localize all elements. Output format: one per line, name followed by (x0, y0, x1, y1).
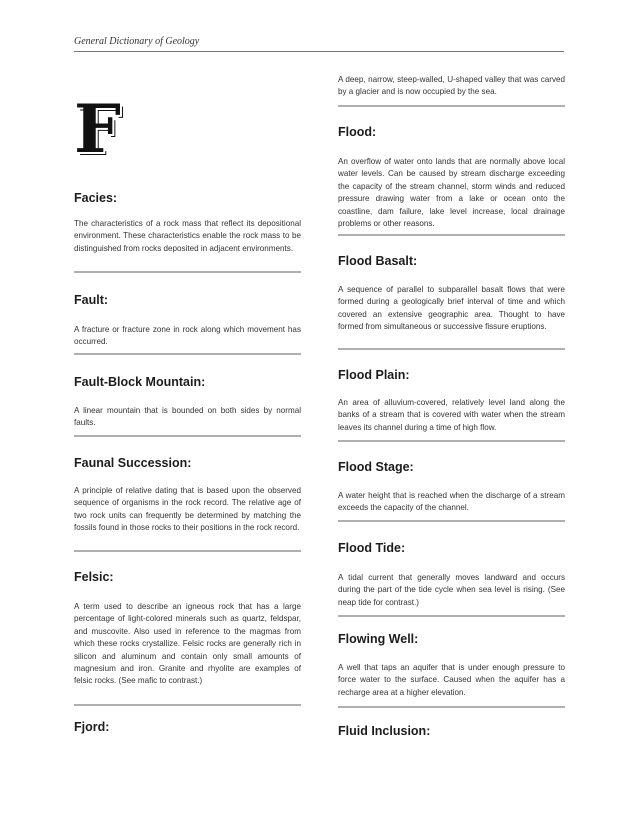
entry-divider (338, 706, 565, 708)
definition-flood-basalt: A sequence of parallel to subparallel basalt flows that were formed during a geologically brief interval of time and which covered an extensive geographic area. Thought to have formed from simultaneous or successive fissure eruptions. (338, 285, 565, 332)
term-fluid-inclusion: Fluid Inclusion: (338, 724, 431, 738)
definition-flood-plain: An area of alluvium-covered, relatively level land along the banks of a stream that is covered with water when the stream leaves its channel during a time of high flow. (338, 398, 565, 432)
term-flood-stage: Flood Stage: (338, 460, 414, 474)
definition-flood-stage: A water height that is reached when the discharge of a stream exceeds the capacity of the channel. (338, 491, 565, 513)
entry-divider (338, 440, 565, 442)
entry-divider (74, 550, 301, 552)
term-faunal-succession: Faunal Succession: (74, 456, 192, 470)
header-divider (74, 51, 564, 52)
entry-divider (74, 435, 301, 437)
term-facies: Facies: (74, 191, 118, 205)
definition-felsic: A term used to describe an igneous rock that has a large percentage of light-colored minerals such as quartz, feldspar, and muscovite. Also used in reference to the magmas from which these rocks crystallize. Felsic rocks are generally rich in silicon and aluminum and contain only small amounts of magnesium and iron. Granite and rhyolite are examples of felsic rocks. (See mafic to contrast.) (74, 602, 301, 686)
term-fjord: Fjord: (74, 720, 110, 734)
definition-flowing-well: A well that taps an aquifer that is under enough pressure to force water to the surface. Caused when the aquifer has a recharge area at a higher elevation. (338, 663, 565, 697)
definition-fault: A fracture or fracture zone in rock along which movement has occurred. (74, 325, 301, 347)
term-flood: Flood: (338, 125, 377, 139)
term-flood-tide: Flood Tide: (338, 541, 406, 555)
term-flowing-well: Flowing Well: (338, 632, 419, 646)
definition-fault-block-mountain: A linear mountain that is bounded on both sides by normal faults. (74, 406, 301, 428)
definition-fjord: A deep, narrow, steep-walled, U-shaped valley that was carved by a glacier and is now occupied by the sea. (338, 75, 565, 97)
definition-facies: The characteristics of a rock mass that reflect its depositional environment. These characteristics enable the rock mass to be distinguished from rocks deposited in adjacent environments. (74, 219, 301, 253)
entry-divider (338, 520, 565, 522)
term-flood-basalt: Flood Basalt: (338, 254, 418, 268)
definition-flood: An overflow of water onto lands that are normally above local water levels. Can be caused by stream discharge exceeding the capacity of the stream channel, storm winds and reduced pressure drawing water from a lake or ocean onto the coastline, dam failure, lake level increase, local drainage problems or other reasons. (338, 157, 565, 229)
definition-faunal-succession: A principle of relative dating that is based upon the observed sequence of organisms in the rock record. The relative age of two rock units can frequently be determined by matching the fossils found in those rocks to their positions in the rock record. (74, 486, 301, 533)
page-header-title: General Dictionary of Geology (74, 36, 200, 47)
term-flood-plain: Flood Plain: (338, 368, 410, 382)
entry-divider (338, 234, 565, 236)
entry-divider (338, 348, 565, 350)
term-fault-block-mountain: Fault-Block Mountain: (74, 375, 206, 389)
entry-divider (338, 615, 565, 617)
section-letter: F (74, 90, 121, 168)
entry-divider (74, 704, 301, 706)
term-fault: Fault: (74, 293, 109, 307)
term-felsic: Felsic: (74, 570, 114, 584)
definition-flood-tide: A tidal current that generally moves landward and occurs during the part of the tide cycle when sea level is rising. (See neap tide for contrast.) (338, 573, 565, 607)
entry-divider (74, 353, 301, 355)
entry-divider (338, 105, 565, 107)
entry-divider (74, 271, 301, 273)
